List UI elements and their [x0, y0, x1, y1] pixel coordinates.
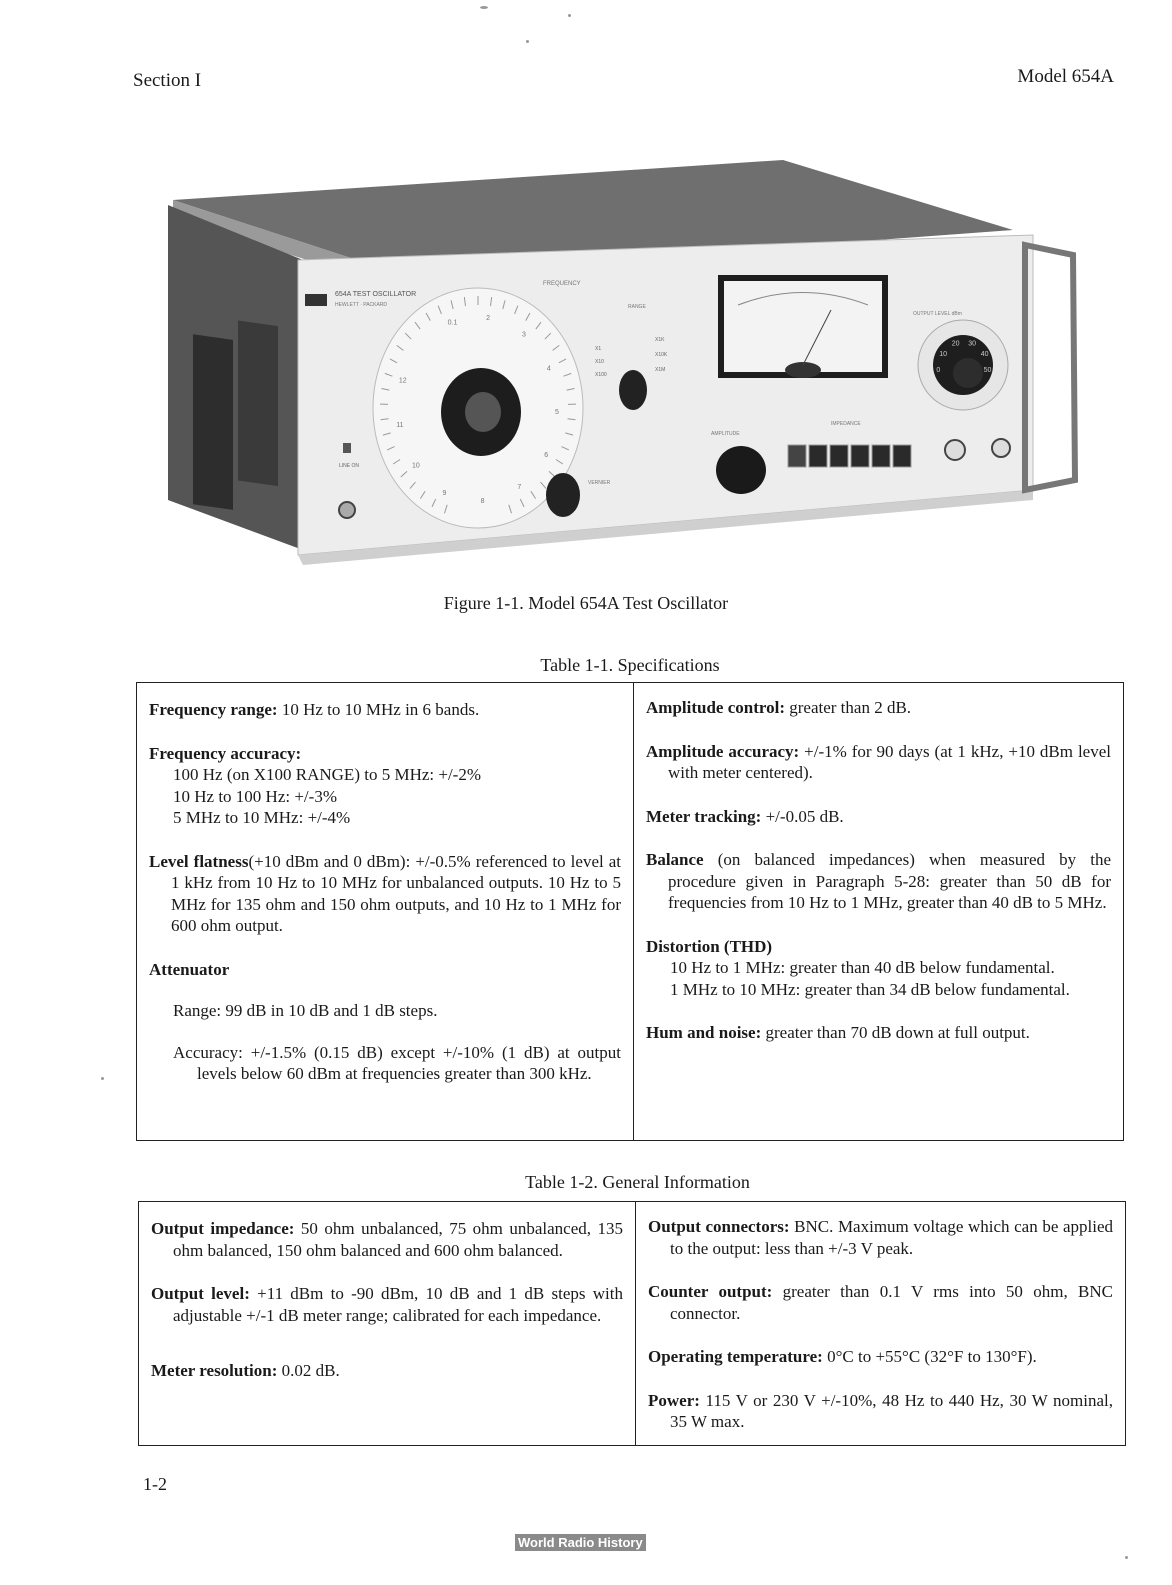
- dial-number: 11: [396, 421, 404, 429]
- spec-label: Meter tracking:: [646, 806, 762, 826]
- vernier-label: VERNIER: [588, 480, 611, 486]
- info-label: Operating temperature:: [648, 1347, 823, 1366]
- general-info-table: [138, 1201, 1126, 1446]
- spec-label: Frequency range:: [149, 700, 278, 719]
- output-connector[interactable]: [945, 440, 965, 460]
- scan-speck: [526, 40, 529, 43]
- info-label: Counter output:: [648, 1282, 773, 1301]
- dial-number: 0.1: [447, 319, 458, 327]
- range-mark: X1M: [655, 367, 666, 373]
- spec-line: 1 MHz to 10 MHz: greater than 34 dB below fundamental.: [670, 979, 1070, 999]
- info-label: Output impedance:: [151, 1219, 295, 1238]
- line-switch[interactable]: [339, 502, 355, 518]
- spec-meter-tracking: [646, 806, 1111, 828]
- info-label: Output connectors:: [648, 1217, 790, 1236]
- range-mark: X100: [595, 372, 607, 378]
- scan-speck: [1125, 1556, 1128, 1559]
- spec-label: Amplitude accuracy:: [646, 741, 800, 761]
- dial-number: 5: [554, 409, 559, 417]
- spec-text: (+10 dBm and 0 dBm): +/-0.5% referenced to level at 1 kHz from 10 Hz to 10 MHz for unbalanced outputs. 10 Hz to 5 MHz for 135 ohm and 150 ohm outputs, and 10 Hz to 1 MHz for 600 ohm output.: [171, 851, 621, 935]
- info-text: BNC. Maximum voltage which can be applied to the output: less than +/-3 V peak.: [670, 1217, 1113, 1258]
- source-badge: World Radio History: [515, 1534, 646, 1551]
- spec-line: 10 Hz to 1 MHz: greater than 40 dB below fundamental.: [670, 958, 1055, 977]
- range-knob[interactable]: [619, 370, 647, 410]
- table2-right-column: [636, 1202, 1125, 1445]
- spec-text: (on balanced impedances) when measured by the procedure given in Paragraph 5-28: greater than 50 dB for frequencies from 10 Hz to 1 MHz, greater than 40 dB to 5 MHz.: [668, 850, 1111, 912]
- level-number: 50: [983, 367, 992, 375]
- hp-logo-icon: [305, 294, 327, 306]
- dial-number: 2: [486, 314, 491, 322]
- info-output-connectors: [648, 1216, 1113, 1259]
- info-meter-resolution: [151, 1360, 623, 1382]
- output-level-label: OUTPUT LEVEL dBm: [913, 311, 962, 317]
- info-text: greater than 0.1 V rms into 50 ohm, BNC connector.: [670, 1282, 1113, 1323]
- info-operating-temperature: [648, 1346, 1113, 1368]
- impedance-label: IMPEDANCE: [831, 421, 861, 427]
- table2-left-column: [139, 1202, 636, 1445]
- dial-number: 7: [517, 484, 522, 492]
- level-number: 40: [980, 351, 989, 358]
- spec-label: Level flatness: [149, 851, 249, 871]
- spec-frequency-accuracy: [149, 743, 621, 829]
- scan-speck: [101, 1077, 104, 1080]
- spec-label: Amplitude control:: [646, 698, 785, 717]
- impedance-button[interactable]: [809, 445, 827, 467]
- line-lamp: [343, 443, 351, 453]
- dial-number: 10: [411, 462, 420, 470]
- scan-speck: [568, 14, 571, 17]
- info-output-level: [151, 1283, 623, 1326]
- spec-text: greater than 2 dB.: [785, 698, 912, 717]
- line-on-label: LINE ON: [339, 463, 360, 469]
- info-text: 115 V or 230 V +/-10%, 48 Hz to 440 Hz, 30 W nominal, 35 W max.: [670, 1390, 1113, 1431]
- frequency-label: FREQUENCY: [543, 281, 581, 287]
- impedance-button[interactable]: [872, 445, 890, 467]
- info-output-impedance: [151, 1218, 623, 1261]
- spec-hum-noise: [646, 1022, 1111, 1044]
- table1-right-column: [634, 683, 1123, 1140]
- info-label: Output level:: [151, 1284, 250, 1303]
- spec-frequency-range: [149, 699, 621, 721]
- info-label: Power:: [648, 1390, 700, 1410]
- info-text: 0.02 dB.: [277, 1361, 340, 1380]
- page-number: 1-2: [143, 1474, 167, 1494]
- level-number: 0: [936, 367, 941, 375]
- impedance-button[interactable]: [893, 445, 911, 467]
- vernier-knob[interactable]: [546, 473, 580, 517]
- level-number: 10: [939, 351, 948, 358]
- spec-line: Range: 99 dB in 10 dB and 1 dB steps.: [173, 1001, 438, 1020]
- info-text: 0°C to +55°C (32°F to 130°F).: [822, 1347, 1037, 1366]
- spec-label: Hum and noise:: [646, 1023, 762, 1042]
- spec-text: +/-0.05 dB.: [761, 806, 844, 826]
- spec-line: Accuracy: +/-1.5% (0.15 dB) except +/-10% (1 dB) at output levels below 60 dBm at frequencies greater than 300 kHz.: [173, 1042, 621, 1083]
- info-label: Meter resolution:: [151, 1361, 278, 1380]
- table1-left-column: [137, 683, 634, 1140]
- figure-caption: Figure 1-1. Model 654A Test Oscillator: [443, 593, 729, 613]
- scan-speck: [480, 6, 488, 9]
- dial-number: 6: [544, 452, 549, 459]
- range-mark: X10: [595, 359, 604, 365]
- impedance-button[interactable]: [851, 445, 869, 467]
- cabinet-side: [168, 205, 303, 550]
- level-number: 30: [968, 340, 977, 348]
- spec-line: 100 Hz (on X100 RANGE) to 5 MHz: +/-2%: [173, 765, 481, 784]
- spec-line: 5 MHz to 10 MHz: +/-4%: [173, 808, 351, 827]
- level-number: 20: [951, 340, 960, 348]
- range-mark: X1: [595, 346, 602, 352]
- brand-title: 654A TEST OSCILLATOR: [335, 291, 417, 298]
- spec-label: Frequency accuracy:: [149, 743, 302, 763]
- spec-attenuator: [149, 959, 621, 1085]
- spec-amplitude-control: [646, 697, 1111, 719]
- counter-connector[interactable]: [992, 439, 1010, 457]
- amplitude-label: AMPLITUDE: [711, 431, 740, 437]
- dial-number: 12: [398, 377, 407, 385]
- spec-balance: [646, 849, 1111, 914]
- table1-caption: Table 1-1. Specifications: [540, 655, 720, 675]
- info-text: +11 dBm to -90 dBm, 10 dB and 1 dB steps with adjustable +/-1 dB meter range; calibrated for each impedance.: [173, 1284, 623, 1325]
- range-mark: X1K: [655, 337, 665, 343]
- dial-number: 9: [442, 490, 447, 498]
- specifications-table: [136, 682, 1124, 1141]
- amplitude-knob[interactable]: [716, 446, 766, 494]
- section-label: Section I: [133, 70, 202, 91]
- spec-label: Balance: [646, 850, 704, 869]
- spec-line: 10 Hz to 100 Hz: +/-3%: [173, 786, 337, 806]
- info-power: [648, 1390, 1113, 1433]
- spec-amplitude-accuracy: [646, 741, 1111, 784]
- info-text: 50 ohm unbalanced, 75 ohm unbalanced, 135 ohm balanced, 150 ohm balanced and 600 ohm balanced.: [173, 1219, 623, 1260]
- spec-text: greater than 70 dB down at full output.: [761, 1023, 1030, 1042]
- dial-number: 8: [480, 497, 485, 505]
- info-counter-output: [648, 1281, 1113, 1324]
- dial-number: 4: [546, 365, 551, 373]
- impedance-button[interactable]: [830, 445, 848, 467]
- oscillator-photo: [163, 160, 1078, 580]
- spec-level-flatness: [149, 851, 621, 937]
- spec-text: +/-1% for 90 days (at 1 kHz, +10 dBm level with meter centered).: [668, 741, 1111, 782]
- table2-caption: Table 1-2. General Information: [525, 1172, 750, 1192]
- range-label: RANGE: [628, 304, 646, 310]
- dial-number: 3: [522, 331, 526, 339]
- spec-text: 10 Hz to 10 MHz in 6 bands.: [277, 700, 480, 719]
- spec-label: Distortion (THD): [646, 936, 773, 956]
- spec-distortion: [646, 936, 1111, 1001]
- range-mark: X10K: [655, 352, 668, 358]
- spec-label: Attenuator: [149, 959, 230, 979]
- brand-maker: HEWLETT · PACKARD: [335, 302, 388, 308]
- model-label: Model 654A: [1017, 66, 1114, 87]
- impedance-button[interactable]: [788, 445, 806, 467]
